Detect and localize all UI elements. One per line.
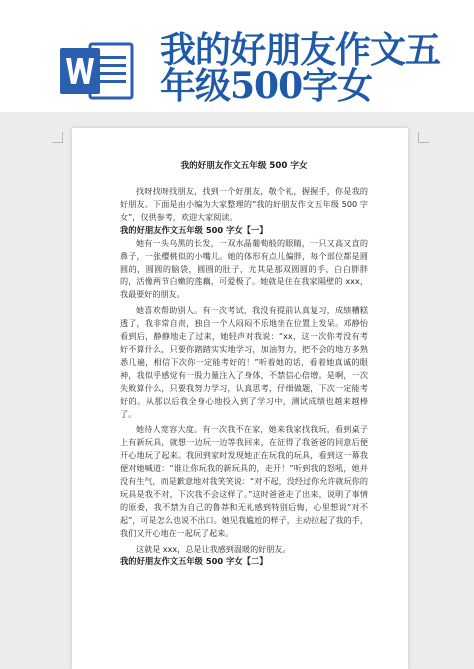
paragraph-tolerant: 她待人宽容大度。有一次我不在家，她来我家找我玩，看到桌子上有新玩具，就想一边玩一边等我回来，在征得了我爸爸的同意后便开心地玩了起来。我回到家时发现她正在玩我的玩具，看到这一幕我便对她喊道：“谁让你玩我的新玩具的，走开！”听到我的怒吼，她并没有生气，而是歉意地对我笑笑说：“对不起，没经过你允许就玩你的玩具是我不对，下次我不会这样了。”这时爸爸走了出来，说明了事情的原委，我不禁为自己的鲁莽和无礼感到特别后悔，心里想说“对不起”，可是怎么也说不出口。她见我尴尬的样子，主动拉起了我的手，我们又开心地在一起玩了起来。 bbox=[120, 424, 368, 538]
crop-mark-top-left bbox=[52, 132, 63, 143]
intro-paragraph: 找呀找呀找朋友，找到一个好朋友，敬个礼，握握手，你是我的好朋友。下面是由小编为大家整理的“我的好朋友作文五年级 500 字女”，仅供参考，欢迎大家阅读。 bbox=[120, 186, 368, 222]
word-document-icon bbox=[60, 40, 136, 102]
banner-title-line-1: 我的好朋友作文五 bbox=[160, 29, 441, 71]
top-banner bbox=[0, 0, 474, 112]
section-heading-2: 我的好朋友作文五年级 500 字女【二】 bbox=[120, 556, 268, 567]
document-body bbox=[120, 160, 368, 568]
crop-mark-top-right bbox=[418, 132, 429, 143]
paragraph-appearance: 她有一头乌黑的长发，一双水晶葡萄般的眼睛，一只又高又直的鼻子，一张樱桃似的小嘴儿。她的体形有点儿偏胖，每个部位都是圆圆的，圆圆的脑袋，圆圆的肚子，尤其是那双圆圆的手，白白胖胖的，活像两节白嫩的莲藕，可爱极了。她就是住在我家隔壁的 xxx，我最要好的朋友。 bbox=[120, 237, 368, 300]
paragraph-conclusion: 这就是 xxx，总是让我感到温暖的好朋友。 bbox=[136, 543, 291, 554]
paragraph-helpful: 她喜欢帮助别人。有一次考试，我没有提前认真复习，成绩糟糕透了，我非常自责，独自一个人闷闷不乐地坐在位置上发呆。邓静怡看到后，静静地走了过来，她轻声对我说：“xx，这一次你考没有考好不算什么，只要你踏踏实实地学习，加油努力，把不会的地方多熟悉几遍，相信下次你一定能考好的！”听着她的话，看着她真诚的眼神，我似乎感觉有一股力量注入了身体，不禁信心倍增。是啊，一次失败算什么，只要我努力学习，认真思考，仔细做题，下次一定能考好的。从那以后我全身心地投入到了学习中，测试成绩也越来越棒了。 bbox=[120, 305, 368, 419]
banner-title-line-2: 年级500字女 bbox=[160, 65, 373, 107]
document-title: 我的好朋友作文五年级 500 字女 bbox=[180, 161, 308, 171]
section-heading-1: 我的好朋友作文五年级 500 字女【一】 bbox=[120, 224, 268, 235]
